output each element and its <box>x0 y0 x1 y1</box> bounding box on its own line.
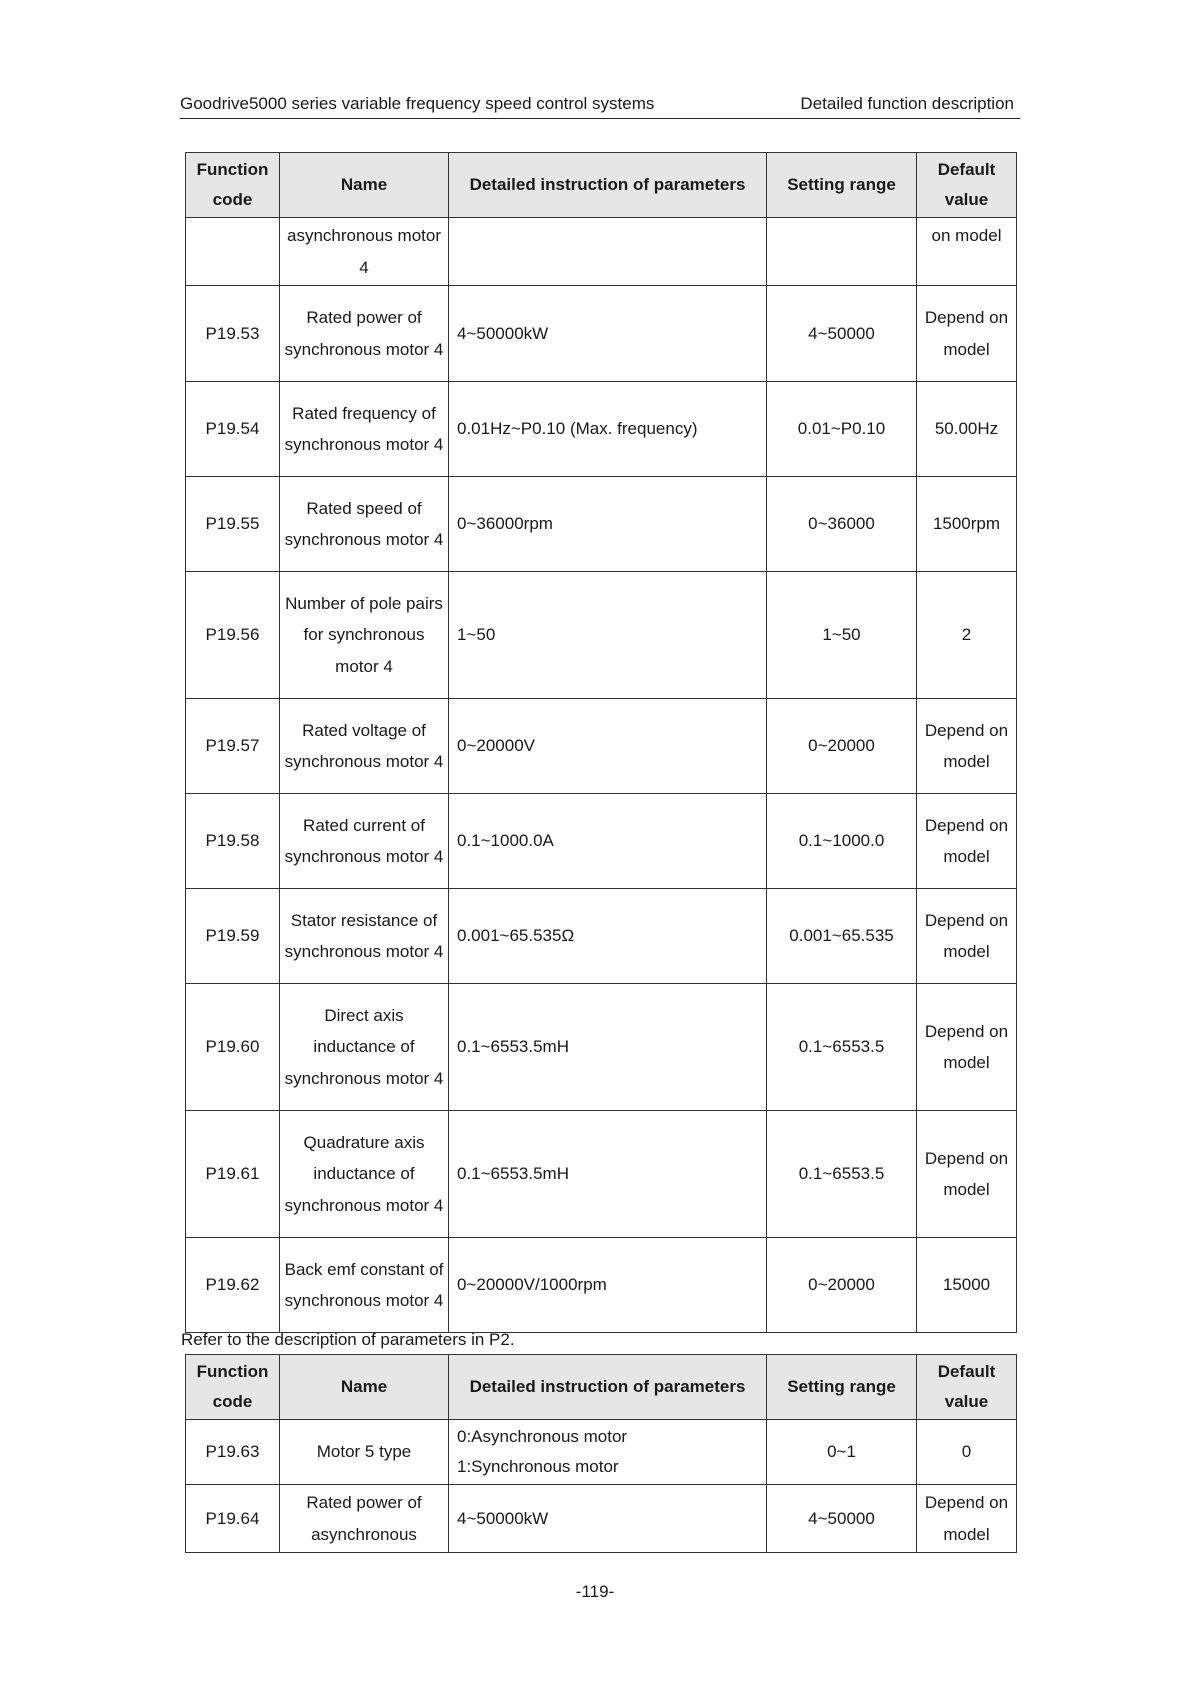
cell-default: Depend on model <box>917 794 1017 889</box>
cell-description: 1~50 <box>449 572 767 699</box>
cell-code <box>186 218 280 286</box>
table-row <box>186 699 1017 794</box>
table-header-row <box>186 1355 1017 1420</box>
page-number: -119- <box>575 1582 615 1601</box>
cell-range: 1~50 <box>767 572 917 699</box>
parameter-table-2 <box>185 1354 1017 1553</box>
cell-name: Motor 5 type <box>280 1420 449 1485</box>
cell-default: Depend on model <box>917 889 1017 984</box>
cell-range: 4~50000 <box>767 286 917 382</box>
table-row <box>186 572 1017 699</box>
cell-code: P19.58 <box>186 794 280 889</box>
header-document-title: Goodrive5000 series variable frequency speed control systems <box>180 94 655 113</box>
cell-description: 0.1~1000.0A <box>449 794 767 889</box>
col-header-name: Name <box>280 1355 449 1420</box>
cell-default: Depend on model <box>917 1485 1017 1553</box>
parameter-table-1 <box>185 152 1017 1333</box>
cell-range: 0.1~6553.5 <box>767 984 917 1111</box>
cell-range: 0~1 <box>767 1420 917 1485</box>
page-header <box>180 92 1020 119</box>
cell-code: P19.55 <box>186 477 280 572</box>
table-row <box>186 382 1017 477</box>
cell-range: 0.1~6553.5 <box>767 1111 917 1238</box>
col-header-default-value: Default value <box>917 1355 1017 1420</box>
table-row <box>186 286 1017 382</box>
cell-name: Back emf constant of synchronous motor 4 <box>280 1238 449 1333</box>
col-header-function-code: Function code <box>186 1355 280 1420</box>
cell-description <box>449 218 767 286</box>
cell-range: 0.001~65.535 <box>767 889 917 984</box>
cell-description: 0.001~65.535Ω <box>449 889 767 984</box>
cell-description <box>449 1420 767 1485</box>
cell-code: P19.64 <box>186 1485 280 1553</box>
cell-range: 0~20000 <box>767 1238 917 1333</box>
cell-name: Stator resistance of synchronous motor 4 <box>280 889 449 984</box>
cell-name: Rated voltage of synchronous motor 4 <box>280 699 449 794</box>
description-line: 1:Synchronous motor <box>457 1457 619 1476</box>
cell-default: Depend on model <box>917 286 1017 382</box>
cell-range: 0.1~1000.0 <box>767 794 917 889</box>
cell-code: P19.53 <box>186 286 280 382</box>
cell-default: 1500rpm <box>917 477 1017 572</box>
cell-default: 0 <box>917 1420 1017 1485</box>
cell-description: 0~20000V/1000rpm <box>449 1238 767 1333</box>
cell-name: Rated current of synchronous motor 4 <box>280 794 449 889</box>
cell-code: P19.62 <box>186 1238 280 1333</box>
cell-default: Depend on model <box>917 1111 1017 1238</box>
cell-description: 0.01Hz~P0.10 (Max. frequency) <box>449 382 767 477</box>
cell-range: 0~36000 <box>767 477 917 572</box>
cell-name: Rated power of synchronous motor 4 <box>280 286 449 382</box>
table-row <box>186 984 1017 1111</box>
cell-code: P19.54 <box>186 382 280 477</box>
cell-code: P19.57 <box>186 699 280 794</box>
cell-description: 0.1~6553.5mH <box>449 1111 767 1238</box>
table-header-row <box>186 153 1017 218</box>
cell-default: 2 <box>917 572 1017 699</box>
cell-name: Direct axis inductance of synchronous motor 4 <box>280 984 449 1111</box>
cell-default: 15000 <box>917 1238 1017 1333</box>
cell-name: asynchronous motor 4 <box>280 218 449 286</box>
cell-range: 0~20000 <box>767 699 917 794</box>
table-row <box>186 1238 1017 1333</box>
cell-name: Quadrature axis inductance of synchronous motor 4 <box>280 1111 449 1238</box>
cell-description: 0.1~6553.5mH <box>449 984 767 1111</box>
col-header-description: Detailed instruction of parameters <box>449 153 767 218</box>
cell-range: 4~50000 <box>767 1485 917 1553</box>
cell-default: Depend on model <box>917 984 1017 1111</box>
cell-default: on model <box>917 218 1017 286</box>
table-row <box>186 1111 1017 1238</box>
header-section-title: Detailed function description <box>800 94 1014 113</box>
table-row <box>186 218 1017 286</box>
col-header-default-value: Default value <box>917 153 1017 218</box>
col-header-description: Detailed instruction of parameters <box>449 1355 767 1420</box>
cell-name: Number of pole pairs for synchronous motor 4 <box>280 572 449 699</box>
cell-code: P19.61 <box>186 1111 280 1238</box>
cell-code: P19.60 <box>186 984 280 1111</box>
cell-default: Depend on model <box>917 699 1017 794</box>
cell-description: 0~36000rpm <box>449 477 767 572</box>
cell-name: Rated power of asynchronous <box>280 1485 449 1553</box>
col-header-setting-range: Setting range <box>767 153 917 218</box>
col-header-name: Name <box>280 153 449 218</box>
table-row <box>186 1485 1017 1553</box>
cell-code: P19.63 <box>186 1420 280 1485</box>
col-header-setting-range: Setting range <box>767 1355 917 1420</box>
cell-range: 0.01~P0.10 <box>767 382 917 477</box>
table-row <box>186 889 1017 984</box>
description-line: 0:Asynchronous motor <box>457 1427 628 1446</box>
cell-description: 4~50000kW <box>449 1485 767 1553</box>
cell-code: P19.56 <box>186 572 280 699</box>
note-text: Refer to the description of parameters in P2. <box>181 1330 515 1349</box>
cell-name: Rated speed of synchronous motor 4 <box>280 477 449 572</box>
cell-code: P19.59 <box>186 889 280 984</box>
col-header-function-code: Function code <box>186 153 280 218</box>
table-row <box>186 1420 1017 1485</box>
table-row <box>186 477 1017 572</box>
cell-default: 50.00Hz <box>917 382 1017 477</box>
table-row <box>186 794 1017 889</box>
cell-description: 4~50000kW <box>449 286 767 382</box>
cell-range <box>767 218 917 286</box>
cell-name: Rated frequency of synchronous motor 4 <box>280 382 449 477</box>
cell-description: 0~20000V <box>449 699 767 794</box>
